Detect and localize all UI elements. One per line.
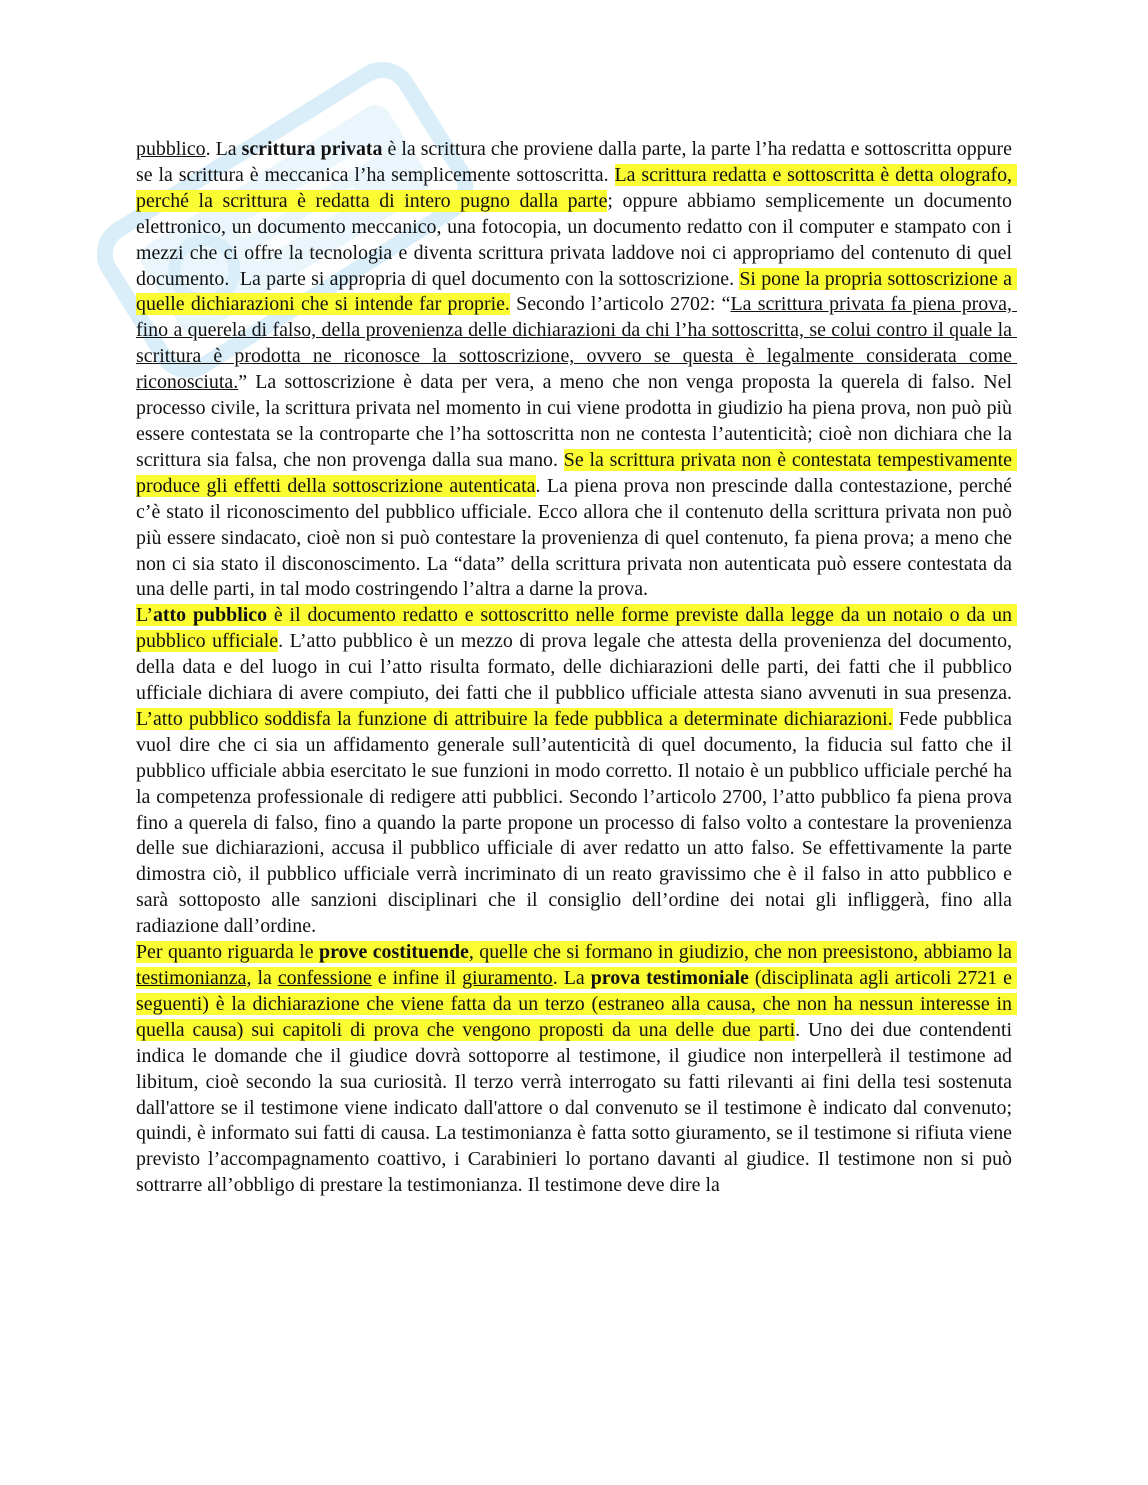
document-body (136, 137, 1017, 1199)
paragraph-prove-costituende (136, 940, 1017, 1199)
text-segment: , quelle che si formano in giudizio, che non preesistono, abbiamo la (468, 941, 1017, 964)
text-segment: e infine il (371, 967, 463, 989)
text-segment: giuramento (462, 967, 553, 989)
text-segment: scrittura privata (241, 138, 383, 160)
text-segment: La scrittura privata fa piena prova, fino a querela di falso, della provenienza delle dichiarazioni da chi l’ha sottoscritta, se colui contro il quale la scrittura è prodotta ne riconosce la sottoscrizione, ovvero se questa è legalmente considerata come riconosciuta. (136, 293, 1017, 394)
text-segment: ” La sottoscrizione è data per vera, a meno che non venga proposta la querela di falso. Nel processo civile, la scrittura privata nel momento in cui viene prodotta in giudizio ha piena prova, non può più essere contestata se la controparte che l’ha sottoscritta non ne contesta l’autenticità; cioè non dichiara che la scrittura sia falsa, che non provenga dalla sua mano. (136, 371, 1017, 471)
text-segment: , la (246, 967, 278, 989)
text-segment: . La (552, 967, 591, 989)
text-segment: testimonianza (136, 967, 247, 989)
text-segment: pubblico (136, 138, 206, 160)
text-segment: prove costituende (319, 941, 469, 964)
paragraph-atto-pubblico (136, 603, 1017, 940)
text-segment: L’atto pubblico soddisfa la funzione di attribuire la fede pubblica a determinate dichiarazioni. (136, 707, 893, 730)
text-segment: è il documento redatto e sottoscritto nelle forme previste dalla legge da un notaio o da un pubblico ufficiale (136, 604, 1017, 653)
text-segment: . La piena prova non prescinde dalla contestazione, perché c’è stato il riconoscimento del pubblico ufficiale. Ecco allora che il contenuto della scrittura privata non può più essere sindacato, cioè non si può contestare la provenienza di quel contenuto, fa piena prova; a meno che non ci sia stato il disconoscimento. La “data” della scrittura privata non autenticata può essere contestata da una delle parti, in tal modo costringendo l’altra a darne la prova. (136, 474, 1017, 601)
text-segment: . L’atto pubblico è un mezzo di prova legale che attesta della provenienza del documento, della data e del luogo in cui l’atto risulta formato, delle dichiarazioni delle parti, dei fatti che il pubblico ufficiale dichiara di avere compiuto, dei fatti che il pubblico ufficiale attesta siano avvenuti in sua presenza. (136, 630, 1017, 705)
text-segment: La scrittura redatta e sottoscritta è detta olografo, perché la scrittura è redatta di intero pugno dalla parte (136, 163, 1017, 212)
text-segment: . La (205, 138, 242, 160)
text-segment: confessione (277, 967, 372, 989)
text-segment: (disciplinata agli articoli 2721 e seguenti) è la dichiarazione che viene fatta da un terzo (estraneo alla causa, che non ha nessun interesse in quella causa) sui capitoli di prova che vengono proposti da una delle due parti (136, 967, 1017, 1041)
text-segment: Si pone la propria sottoscrizione a quelle dichiarazioni che si intende far proprie. (136, 267, 1017, 316)
text-segment: atto pubblico (152, 604, 268, 627)
text-segment: è la scrittura che proviene dalla parte, la parte l’ha redatta e sottoscritta oppure se la scrittura è meccanica l’ha semplicemente sottoscritta. (136, 138, 1017, 186)
text-segment: . Uno dei due contendenti indica le domande che il giudice dovrà sottoporre al testimone, il giudice non interpellerà il testimone ad libitum, cioè secondo la sua curiosità. Il terzo verrà interrogato su fatti rilevanti ai fini della tesi sostenuta dall'attore se il testimone viene indicato dall'attore o dal convenuto se il testimone è indicato dal convenuto; quindi, è informato sui fatti di causa. La testimonianza è fatta sotto giuramento, se il testimone si rifiuta viene previsto l’accompagnamento coattivo, i Carabinieri lo portano davanti al giudice. Il testimone non si può sottrarre all’obbligo di prestare la testimonianza. Il testimone deve dire la (136, 1018, 1017, 1197)
text-segment: Secondo l’articolo 2702: “ (509, 293, 731, 316)
text-segment: prova testimoniale (590, 967, 749, 989)
text-segment: Se la scrittura privata non è contestata tempestivamente produce gli effetti della sottoscrizione autenticata (136, 448, 1017, 497)
text-segment: Fede pubblica vuol dire che ci sia un affidamento generale sull’autenticità di quel documento, la fiducia sul fatto che il pubblico ufficiale abbia esercitato le sue funzioni in modo corretto. Il notaio è un pubblico ufficiale perché ha la competenza professionale di redigere atti pubblici. Secondo l’articolo 2700, l’atto pubblico fa piena prova fino a querela di falso, fino a quando la parte propone un processo di falso volto a contestare la provenienza delle sue dichiarazioni, accusa il pubblico ufficiale di aver redatto un atto falso. Se effettivamente la parte dimostra ciò, il pubblico ufficiale verrà incriminato di un reato gravissimo che è il falso in atto pubblico e sarà sottoposto alle sanzioni disciplinari che il consiglio dell’ordine dei notai gli infliggerà, fino alla radiazione dall’ordine. (136, 707, 1017, 938)
paragraph-scrittura-privata (136, 137, 1017, 603)
text-segment: Per quanto riguarda le (136, 941, 320, 964)
text-segment: ; oppure abbiamo semplicemente un documento elettronico, un documento meccanico, una fotocopia, un documento redatto con il computer e stampato con i mezzi che ci offre la tecnologia e diventa scrittura privata laddove noi ci appropriamo del contenuto di quel documento. La parte si appropria di quel documento con la sottoscrizione. (136, 189, 1017, 290)
text-segment: L’ (136, 604, 153, 627)
